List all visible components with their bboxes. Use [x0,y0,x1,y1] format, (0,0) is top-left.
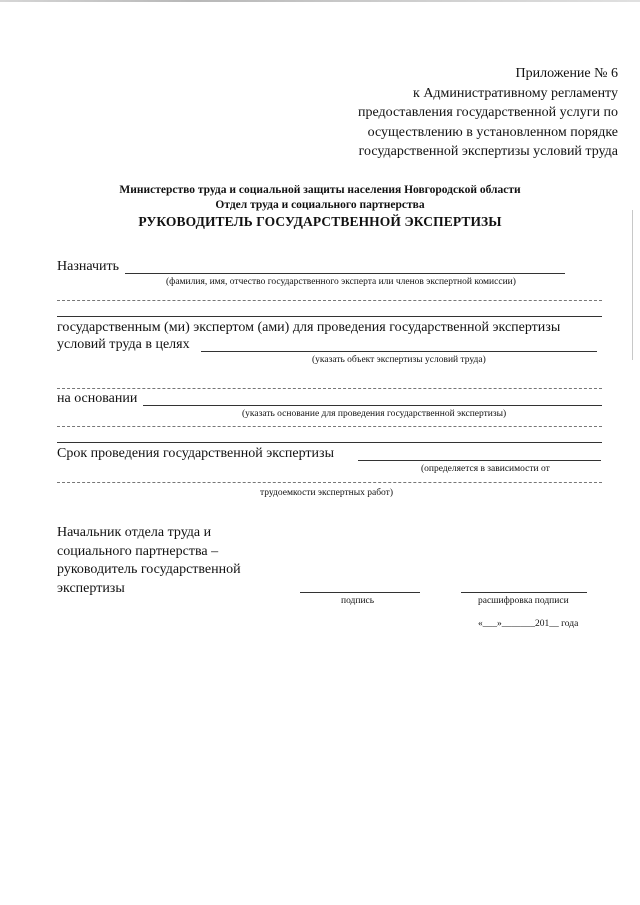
purpose-field-line[interactable] [201,351,597,352]
signature-decode-hint: расшифровка подписи [478,596,569,606]
appoint-hint: (фамилия, имя, отчество государственного эксперта или членов экспертной комиссии) [166,277,516,287]
signature-decode-line[interactable] [461,592,587,593]
signatory-line: Начальник отдела труда и [57,525,212,540]
appendix-line: осуществлению в установленном порядке [367,124,618,140]
document-title: РУКОВОДИТЕЛЬ ГОСУДАРСТВЕННОЙ ЭКСПЕРТИЗЫ [138,214,502,229]
term-hint-2: трудоемкости экспертных работ) [260,488,393,498]
scan-side-edge [632,210,633,360]
basis-field-line[interactable] [143,405,602,406]
expert-text-line1: государственным (ми) экспертом (ами) для проведения государственной экспертизы [57,320,561,335]
appendix-line: к Административному регламенту [413,85,618,101]
basis-label: на основании [57,391,138,406]
appoint-field-line[interactable] [125,273,565,274]
object-hint: (указать объект экспертизы условий труда) [312,355,486,365]
ministry-name: Министерство труда и социальной защиты населения Новгородской области [119,184,521,196]
term-field-line[interactable] [358,460,601,461]
term-extra-line[interactable] [57,482,602,483]
basis-extra-line[interactable] [57,442,602,443]
appoint-extra-line[interactable] [57,316,602,317]
expert-text-line2: условий труда в целях [57,337,190,352]
term-label: Срок проведения государственной экспертизы [57,446,334,461]
basis-extra-line[interactable] [57,426,602,427]
date-field[interactable]: «___»_______201__ года [478,619,579,629]
appendix-line: государственной экспертизы условий труда [358,144,618,159]
scan-top-edge [0,0,640,2]
signatory-position [57,524,241,598]
appoint-extra-line[interactable] [57,300,602,301]
basis-hint: (указать основание для проведения государственной экспертизы) [242,409,507,419]
department-name: Отдел труда и социального партнерства [215,199,425,211]
signatory-line: экспертизы [57,580,125,596]
signatory-line: социального партнерства – [57,543,219,559]
signature-line[interactable] [300,592,420,593]
appendix-line: предоставления государственной услуги по [358,105,618,120]
signatory-line: руководитель государственной [57,562,241,577]
appoint-label: Назначить [57,259,120,274]
appendix-block [358,64,618,162]
purpose-extra-line[interactable] [57,388,602,389]
appendix-line: Приложение № 6 [515,66,618,81]
signature-hint: подпись [341,596,375,606]
term-hint-1: (определяется в зависимости от [421,464,550,474]
